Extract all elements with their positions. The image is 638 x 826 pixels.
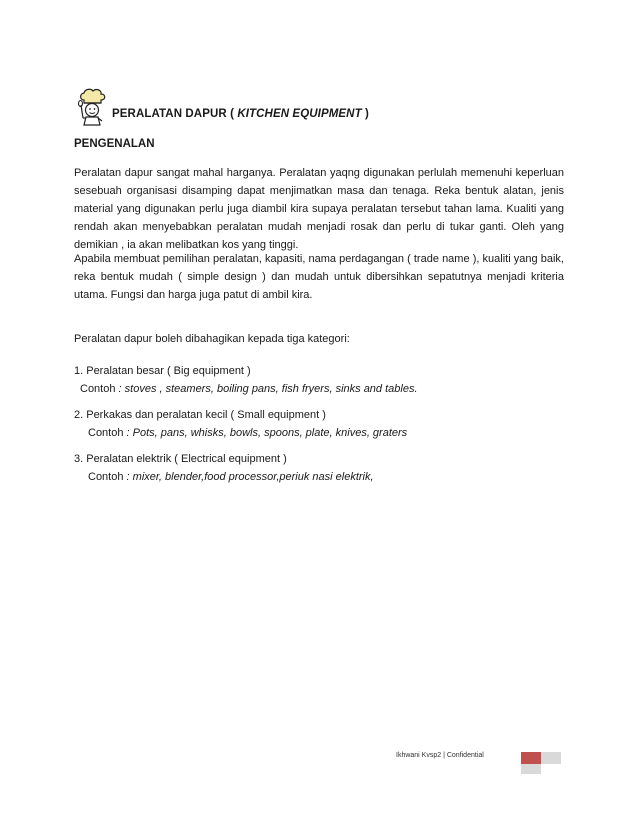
- category-item: [74, 406, 564, 442]
- footer-accent-bar: [521, 752, 541, 764]
- title-end: ): [361, 108, 369, 120]
- category-example: [74, 468, 564, 486]
- paragraph-selection: Apabila membuat pemilihan peralatan, kapasiti, nama perdagangan ( trade name ), kualiti yang baik, reka bentuk mudah ( simple design ) dan mudah untuk dibersihkan sepatutnya menjadi kriteria utama. Fungsi dan harga juga patut di ambil kira.: [74, 253, 564, 301]
- footer-grey-bar: [541, 752, 561, 764]
- category-label: 3. Peralatan elektrik ( Electrical equipment ): [74, 453, 287, 465]
- example-prefix: Contoh: [88, 427, 124, 439]
- category-example: [74, 380, 564, 398]
- category-item: [74, 362, 564, 398]
- example-prefix: Contoh: [80, 383, 116, 395]
- example-text: : stoves , steamers, boiling pans, fish fryers, sinks and tables.: [115, 383, 418, 395]
- example-prefix: Contoh: [88, 471, 124, 483]
- title-row: [74, 86, 369, 126]
- title-italic: KITCHEN EQUIPMENT: [237, 108, 362, 120]
- category-label: 2. Perkakas dan peralatan kecil ( Small equipment ): [74, 409, 326, 421]
- section-heading: PENGENALAN: [74, 138, 155, 150]
- category-label: 1. Peralatan besar ( Big equipment ): [74, 365, 251, 377]
- document-title: [112, 108, 369, 120]
- example-text: : Pots, pans, whisks, bowls, spoons, plate, knives, graters: [123, 427, 408, 439]
- page-footer: Ikhwani Kvsp2 | Confidential: [396, 752, 484, 759]
- paragraph-intro: Peralatan dapur sangat mahal harganya. Peralatan yaqng digunakan perlulah memenuhi keperluan sesebuah organisasi disamping dapat menjimatkan masa dan tenaga. Reka bentuk alatan, jenis material yang digunakan perlu juga diambil kira supaya peralatan tersebut tahan lama. Kualiti yang rendah akan menyebabkan peralatan mudah menjadi rosak dan perlu di tukar ganti. Oleh yang demikian , ia akan melibatkan kos yang tinggi.: [74, 167, 564, 251]
- category-item: [74, 450, 564, 486]
- paragraph-categories: Peralatan dapur boleh dibahagikan kepada tiga kategori:: [74, 333, 350, 345]
- example-text: : mixer, blender,food processor,periuk nasi elektrik,: [123, 471, 374, 483]
- footer-grey-bar-lower: [521, 764, 541, 774]
- category-example: [74, 424, 564, 442]
- chef-icon: [74, 88, 110, 126]
- title-main: PERALATAN DAPUR (: [112, 108, 238, 120]
